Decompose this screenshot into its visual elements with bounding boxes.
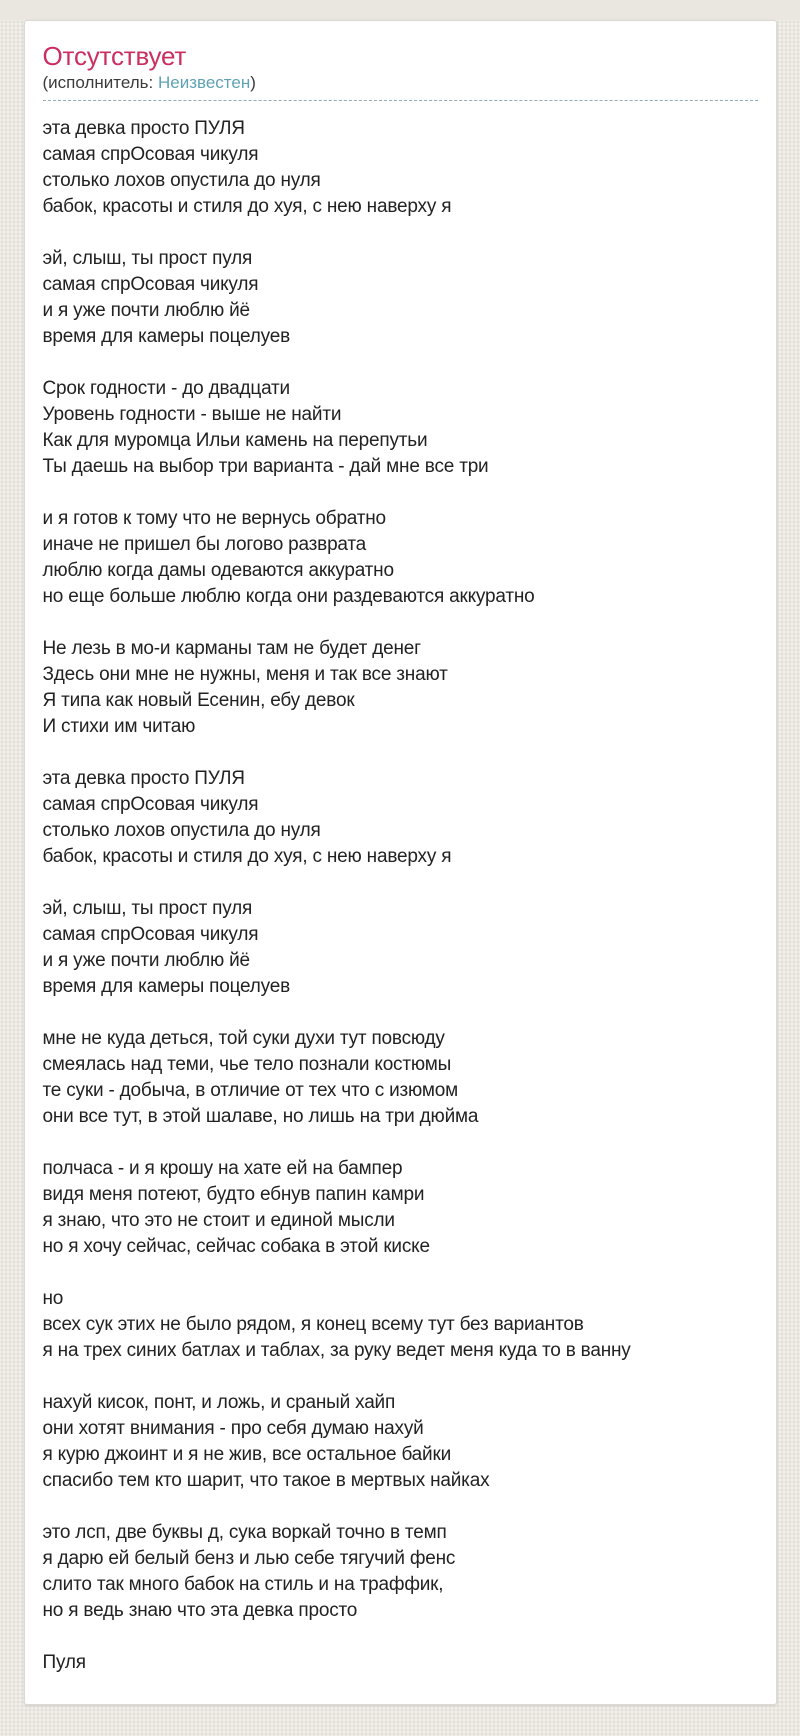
artist-label-suffix: ) — [250, 73, 256, 92]
artist-line — [43, 72, 758, 94]
lyric-line: иначе не пришел бы логово разврата — [42, 534, 367, 555]
lyric-line: самая спрОсовая чикуля — [42, 144, 259, 165]
lyric-line: они хотят внимания - про себя думаю нахуй — [42, 1418, 424, 1439]
lyric-line: самая спрОсовая чикуля — [42, 924, 259, 945]
dashed-separator — [43, 100, 758, 101]
lyric-line: спасибо тем кто шарит, что такое в мертвых найках — [42, 1470, 490, 1491]
lyric-line: столько лохов опустила до нуля — [42, 820, 321, 841]
lyric-line: видя меня потеют, будто ебнув папин камри — [42, 1184, 425, 1205]
lyric-line: я дарю ей белый бенз и лью себе тягучий фенс — [42, 1548, 456, 1569]
lyric-line: столько лохов опустила до нуля — [42, 170, 321, 191]
lyric-line: эй, слыш, ты прост пуля — [42, 898, 253, 919]
lyrics-card — [24, 20, 777, 1705]
lyric-line: Здесь они мне не нужны, меня и так все знают — [42, 664, 448, 685]
lyric-line: я курю джоинт и я не жив, все остальное байки — [42, 1444, 451, 1465]
lyrics-text — [43, 116, 758, 1676]
lyrics-stanza — [43, 116, 758, 220]
lyric-line: я знаю, что это не стоит и единой мысли — [42, 1210, 395, 1231]
lyrics-stanza — [43, 1026, 758, 1130]
lyrics-stanza — [43, 506, 758, 610]
lyrics-stanza — [43, 1650, 758, 1676]
lyric-line: слито так много бабок на стиль и на траффик, — [42, 1574, 444, 1595]
lyric-line: те суки - добыча, в отличие от тех что с изюмом — [42, 1080, 458, 1101]
lyric-line: самая спрОсовая чикуля — [42, 794, 259, 815]
lyrics-stanza — [43, 246, 758, 350]
lyric-line: эта девка просто ПУЛЯ — [42, 768, 245, 789]
lyrics-stanza — [43, 766, 758, 870]
page-background — [0, 20, 800, 1736]
lyric-line: бабок, красоты и стиля до хуя, с нею наверху я — [42, 196, 452, 217]
lyric-line: Пуля — [42, 1652, 86, 1673]
lyric-line: это лсп, две буквы д, сука воркай точно в темп — [42, 1522, 447, 1543]
lyric-line: Я типа как новый Есенин, ебу девок — [42, 690, 355, 711]
lyric-line: самая спрОсовая чикуля — [42, 274, 259, 295]
lyrics-stanza — [43, 1390, 758, 1494]
lyrics-stanza — [43, 1520, 758, 1624]
lyric-line: и я готов к тому что не вернусь обратно — [42, 508, 386, 529]
lyric-line: они все тут, в этой шалаве, но лишь на три дюйма — [42, 1106, 479, 1127]
artist-label-prefix: (исполнитель: — [42, 73, 158, 92]
lyric-line: мне не куда деться, той суки духи тут повсюду — [42, 1028, 445, 1049]
lyric-line: Не лезь в мо-и карманы там не будет денег — [42, 638, 421, 659]
lyric-line: время для камеры поцелуев — [42, 326, 291, 347]
lyric-line: но я хочу сейчас, сейчас собака в этой киске — [42, 1236, 430, 1257]
lyrics-stanza — [43, 376, 758, 480]
lyric-line: Уровень годности - выше не найти — [42, 404, 342, 425]
lyrics-stanza — [43, 1156, 758, 1260]
lyric-line: нахуй кисок, понт, и ложь, и сраный хайп — [42, 1392, 396, 1413]
artist-link[interactable]: Неизвестен — [157, 73, 251, 92]
lyric-line: я на трех синих батлах и таблах, за руку ведет меня куда то в ванну — [42, 1340, 631, 1361]
lyric-line: но еще больше люблю когда они раздеваются аккуратно — [42, 586, 535, 607]
lyrics-stanza — [43, 1286, 758, 1364]
lyric-line: всех сук этих не было рядом, я конец всему тут без вариантов — [42, 1314, 584, 1335]
lyric-line: но я ведь знаю что эта девка просто — [42, 1600, 358, 1621]
lyric-line: эта девка просто ПУЛЯ — [42, 118, 245, 139]
lyric-line: эй, слыш, ты прост пуля — [42, 248, 253, 269]
lyric-line: Ты даешь на выбор три варианта - дай мне все три — [42, 456, 489, 477]
lyric-line: бабок, красоты и стиля до хуя, с нею наверху я — [42, 846, 452, 867]
lyric-line: и я уже почти люблю йё — [42, 300, 250, 321]
lyrics-stanza — [43, 896, 758, 1000]
lyric-line: люблю когда дамы одеваются аккуратно — [42, 560, 394, 581]
lyric-line: Срок годности - до двадцати — [42, 378, 290, 399]
lyric-line: Как для муромца Ильи камень на перепутьи — [42, 430, 428, 451]
lyric-line: И стихи им читаю — [42, 716, 196, 737]
lyric-line: время для камеры поцелуев — [42, 976, 291, 997]
page-title: Отсутствует — [42, 41, 187, 71]
lyric-line: смеялась над теми, чье тело познали костюмы — [42, 1054, 452, 1075]
lyric-line: и я уже почти люблю йё — [42, 950, 250, 971]
lyrics-stanza — [43, 636, 758, 740]
lyric-line: полчаса - и я крошу на хате ей на бампер — [42, 1158, 403, 1179]
lyric-line: но — [42, 1288, 64, 1309]
